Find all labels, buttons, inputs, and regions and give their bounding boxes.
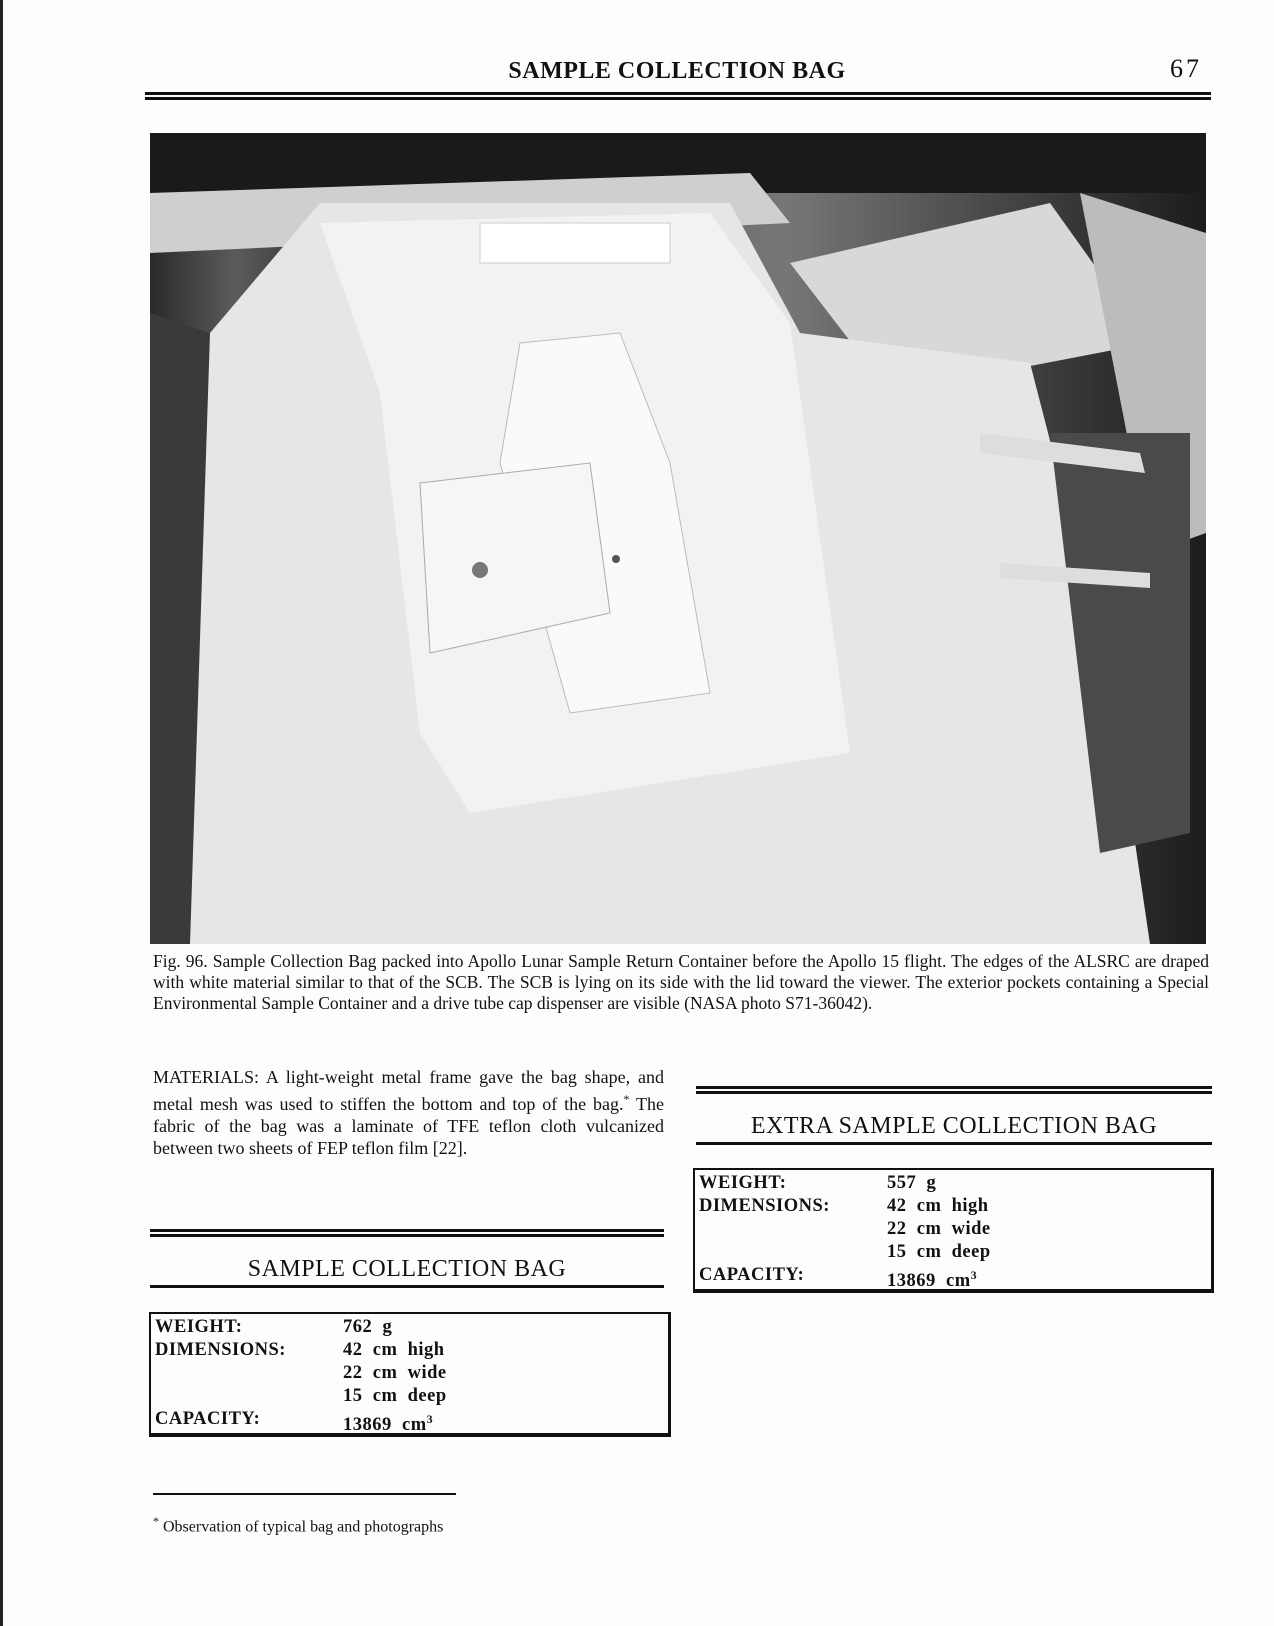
capacity-number: 13869 cm [343, 1415, 427, 1436]
dimension-height: 42 cm high [343, 1340, 445, 1360]
weight-label: WEIGHT: [699, 1173, 787, 1193]
scb-spec-table [149, 1312, 671, 1437]
escb-spec-table [693, 1168, 1214, 1293]
scan-edge [0, 0, 3, 1626]
materials-paragraph [153, 1066, 664, 1159]
scb-heading: SAMPLE COLLECTION BAG [247, 1256, 567, 1282]
footnote-ref: * [623, 1092, 630, 1106]
capacity-number: 13869 cm [887, 1271, 971, 1292]
footnote [153, 1514, 443, 1536]
escb-top-rule [696, 1086, 1212, 1094]
weight-value: 557 g [887, 1173, 937, 1193]
materials-text: MATERIALS: A light-weight metal frame gave the bag shape, and metal mesh was used to stiffen the bottom and top of the bag. [153, 1067, 664, 1114]
escb-heading-underline [696, 1142, 1212, 1145]
capacity-label: CAPACITY: [155, 1409, 261, 1429]
dimensions-label: DIMENSIONS: [699, 1196, 830, 1216]
running-header: SAMPLE COLLECTION BAG [508, 58, 846, 84]
weight-value: 762 g [343, 1317, 393, 1337]
materials-text-cont: The fabric of the bag was a laminate of TFE teflon cloth vulcanized between two sheets of FEP teflon film [22]. [153, 1094, 664, 1158]
dimension-width: 22 cm wide [887, 1219, 991, 1239]
dimension-depth: 15 cm deep [343, 1386, 447, 1406]
dimension-depth: 15 cm deep [887, 1242, 991, 1262]
dimension-height: 42 cm high [887, 1196, 989, 1216]
figure-caption: Fig. 96. Sample Collection Bag packed into Apollo Lunar Sample Return Container before the Apollo 15 flight. The edges of the ALSRC are draped with white material similar to that of the SCB. The SCB is lying on its side with the lid toward the viewer. The exterior pockets containing a Special Environmental Sample Container and a drive tube cap dispenser are visible (NASA photo S71-36042). [153, 951, 1209, 1013]
photo-illustration [150, 133, 1206, 944]
capacity-exponent: 3 [970, 1268, 978, 1282]
scb-heading-underline [150, 1285, 664, 1288]
escb-heading: EXTRA SAMPLE COLLECTION BAG [750, 1113, 1158, 1139]
page-number: 67 [1170, 54, 1202, 83]
figure-photo [150, 133, 1206, 944]
footnote-text: Observation of typical bag and photographs [159, 1518, 444, 1536]
capacity-value [343, 1408, 433, 1437]
header-rule [145, 92, 1211, 100]
footnote-rule [153, 1493, 456, 1495]
weight-label: WEIGHT: [155, 1317, 243, 1337]
capacity-value [887, 1264, 977, 1293]
footnote-mark: * [153, 1514, 159, 1528]
dimensions-label: DIMENSIONS: [155, 1340, 286, 1360]
scb-top-rule [150, 1229, 664, 1237]
capacity-exponent: 3 [426, 1412, 434, 1426]
dimension-width: 22 cm wide [343, 1363, 447, 1383]
capacity-label: CAPACITY: [699, 1265, 805, 1285]
